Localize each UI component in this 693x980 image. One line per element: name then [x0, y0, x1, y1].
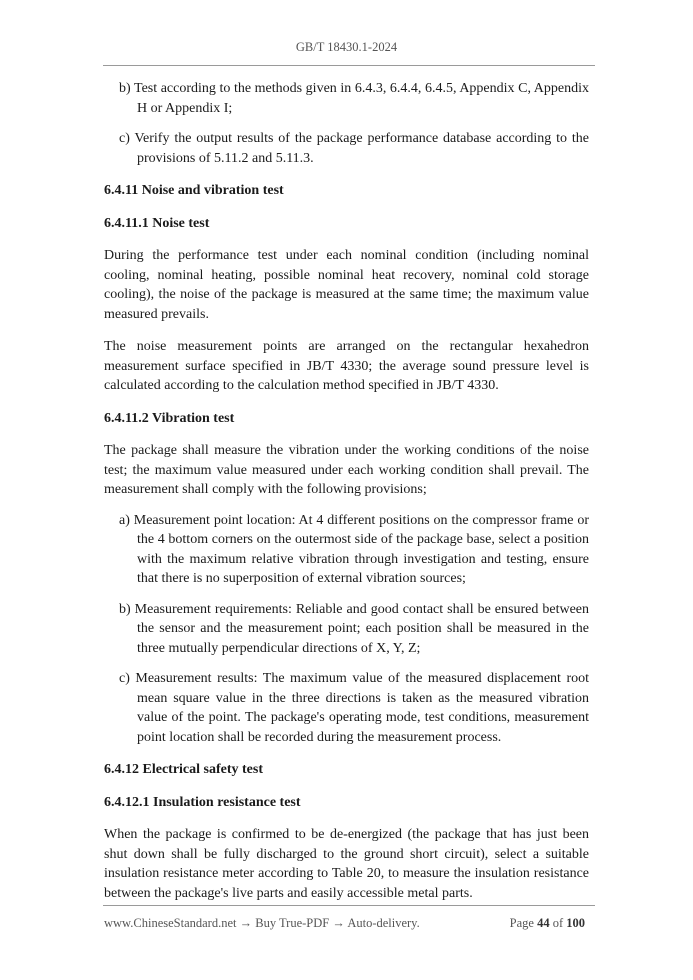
header-divider	[103, 65, 595, 66]
arrow-right-icon: →	[332, 916, 345, 930]
list-item-b: b) Test according to the methods given in 6.4.3, 6.4.4, 6.4.5, Appendix C, Appendix H or Appendix I;	[119, 81, 589, 116]
section-heading-6-4-11-2: 6.4.11.2 Vibration test	[104, 410, 235, 426]
page-number: 44	[537, 916, 550, 930]
vibration-paragraph: The package shall measure the vibration under the working conditions of the noise test; the maximum value measured under each working condition shall prevail. The measurement shall comply with the following provisions;	[104, 443, 589, 497]
site-link[interactable]: www.ChineseStandard.net	[104, 916, 237, 930]
insulation-paragraph: When the package is confirmed to be de-energized (the package that has just been shut down shall be fully discharged to the ground short circuit), select a suitable insulation resistance meter according to Table 20, to measure the insulation resistance between the package's live parts and easily accessible metal parts.	[104, 827, 589, 901]
list-item-c: c) Verify the output results of the package performance database according to the provisions of 5.11.2 and 5.11.3.	[119, 131, 589, 166]
noise-paragraph-1: During the performance test under each nominal condition (including nominal cooling, nominal heating, possible nominal heat recovery, nominal cold storage cooling), the noise of the package is measured at the same time; the maximum value measured prevails.	[104, 248, 589, 322]
footer-links	[104, 916, 420, 931]
section-heading-6-4-12-1: 6.4.12.1 Insulation resistance test	[104, 794, 301, 810]
page-indicator	[510, 916, 585, 931]
auto-delivery-text: Auto-delivery.	[347, 916, 420, 930]
footer-divider	[103, 905, 595, 906]
vibration-item-c: c) Measurement results: The maximum value of the measured displacement root mean square value in the three directions is taken as the measured vibration value of the point. The package's operating mode, test conditions, measurement point location shall be recorded during the measurement process.	[119, 671, 589, 745]
page-header	[0, 40, 693, 55]
vibration-item-b: b) Measurement requirements: Reliable and good contact shall be ensured between the sensor and the measurement point; each position shall be measured in the three mutually perpendicular directions of X, Y, Z;	[119, 601, 589, 656]
section-heading-6-4-11-1: 6.4.11.1 Noise test	[104, 215, 210, 231]
arrow-right-icon: →	[239, 916, 253, 930]
buy-true-pdf-link[interactable]: Buy True-PDF	[255, 916, 330, 930]
standard-code: GB/T 18430.1-2024	[295, 40, 398, 54]
of-label: of	[552, 916, 564, 930]
noise-paragraph-2: The noise measurement points are arranged on the rectangular hexahedron measurement surface specified in JB/T 4330; the average sound pressure level is calculated according to the calculation method specified in JB/T 4330.	[104, 339, 589, 393]
section-heading-6-4-12: 6.4.12 Electrical safety test	[104, 762, 263, 777]
page-label: Page	[509, 916, 534, 930]
total-pages: 100	[566, 916, 585, 930]
section-heading-6-4-11: 6.4.11 Noise and vibration test	[104, 183, 284, 198]
document-body	[104, 79, 589, 916]
vibration-item-a: a) Measurement point location: At 4 different positions on the compressor frame or the 4 bottom corners on the outermost side of the package base, select a position with the maximum relative vibration through investigation and testing, ensure that there is no superposition of external vibration sources;	[119, 512, 589, 586]
